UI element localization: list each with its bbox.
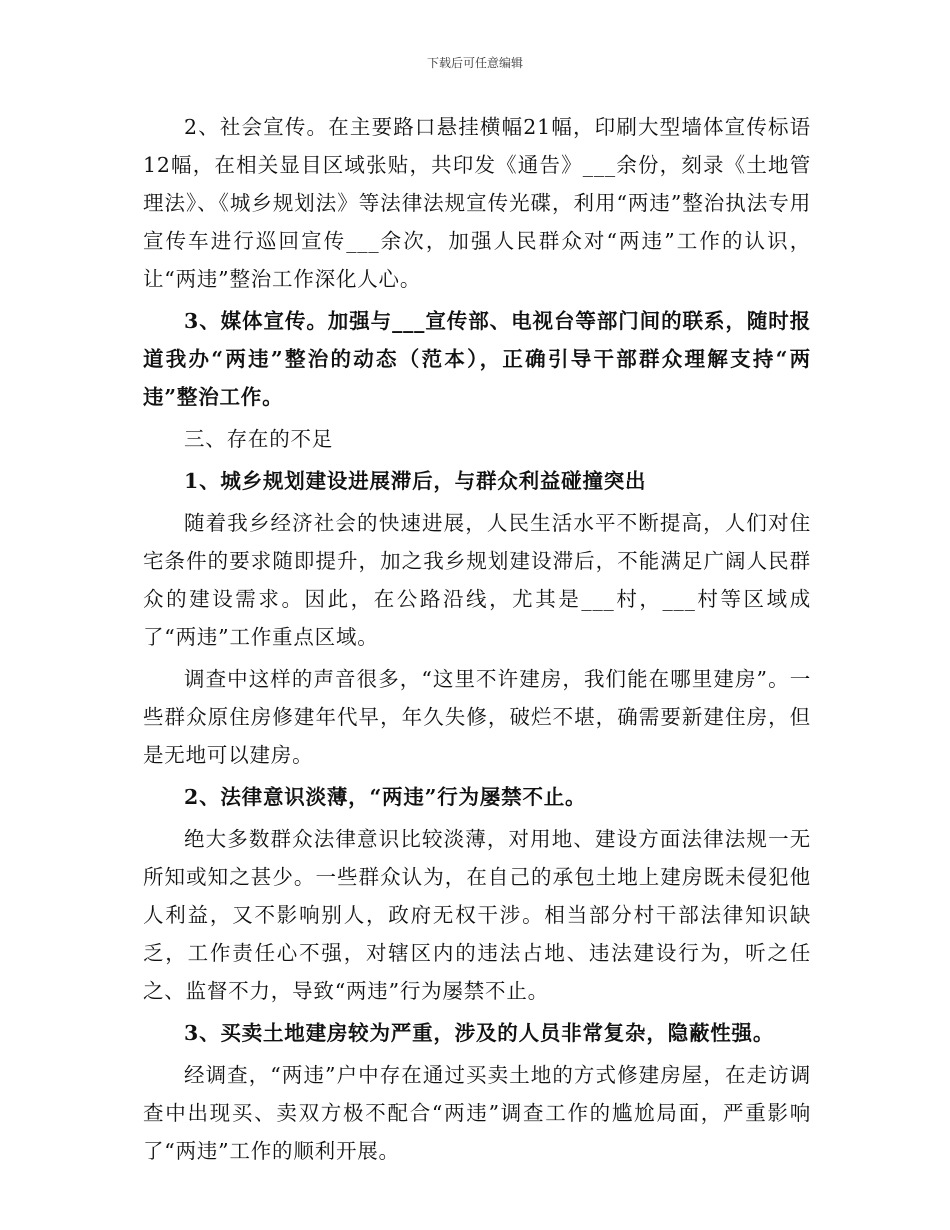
paragraph-legal-awareness: 绝大多数群众法律意识比较淡薄，对用地、建设方面法律法规一无所知或知之甚少。一些群众认为，在自己的承包土地上建房既未侵犯他人利益，又不影响别人，政府无权干涉。相当部分村干部法律知识缺乏，工作责任心不强，对辖区内的违法占地、违法建设行为，听之任之、监督不力，导致“两违”行为屡禁不止。 [143,827,811,1003]
page-header: 下载后可任意编辑 [426,56,523,70]
paragraph-land-trading: 经调查，“两违”户中存在通过买卖土地的方式修建房屋，在走访调查中出现买、卖双方极不配合“两违”调查工作的尴尬局面，严重影响了“两违”工作的顺利开展。 [143,1063,811,1163]
paragraph-media-publicity: 3、媒体宣传。加强与___宣传部、电视台等部门间的联系，随时报道我办“两违”整治的动态（范本），正确引导干部群众理解支持“两违”整治工作。 [143,309,811,409]
document-body [143,108,811,1170]
subheading-planning-lag: 1、城乡规划建设进展滞后，与群众利益碰撞突出 [184,469,647,493]
paragraph-survey-voices: 调查中这样的声音很多，“这里不许建房，我们能在哪里建房”。一些群众原住房修建年代早，年久失修，破烂不堪，确需要新建住房，但是无地可以建房。 [143,667,811,767]
paragraph-planning-lag: 随着我乡经济社会的快速进展，人民生活水平不断提高，人们对住宅条件的要求随即提升，加之我乡规划建设滞后，不能满足广阔人民群众的建设需求。因此，在公路沿线，尤其是___村，___村等区域成了“两违”工作重点区域。 [143,511,811,649]
subheading-legal-awareness: 2、法律意识淡薄，“两违”行为屡禁不止。 [184,785,587,809]
subheading-land-trading: 3、买卖土地建房较为严重，涉及的人员非常复杂，隐蔽性强。 [184,1021,775,1045]
section-heading-shortcomings: 三、存在的不足 [184,427,334,451]
paragraph-social-publicity: 2、社会宣传。在主要路口悬挂横幅21幅，印刷大型墙体宣传标语12幅，在相关显目区域张贴，共印发《通告》___余份，刻录《土地管理法》、《城乡规划法》等法律法规宣传光碟，利用“两违”整治执法专用宣传车进行巡回宣传___余次，加强人民群众对“两违”工作的认识，让“两违”整治工作深化人心。 [143,115,811,291]
